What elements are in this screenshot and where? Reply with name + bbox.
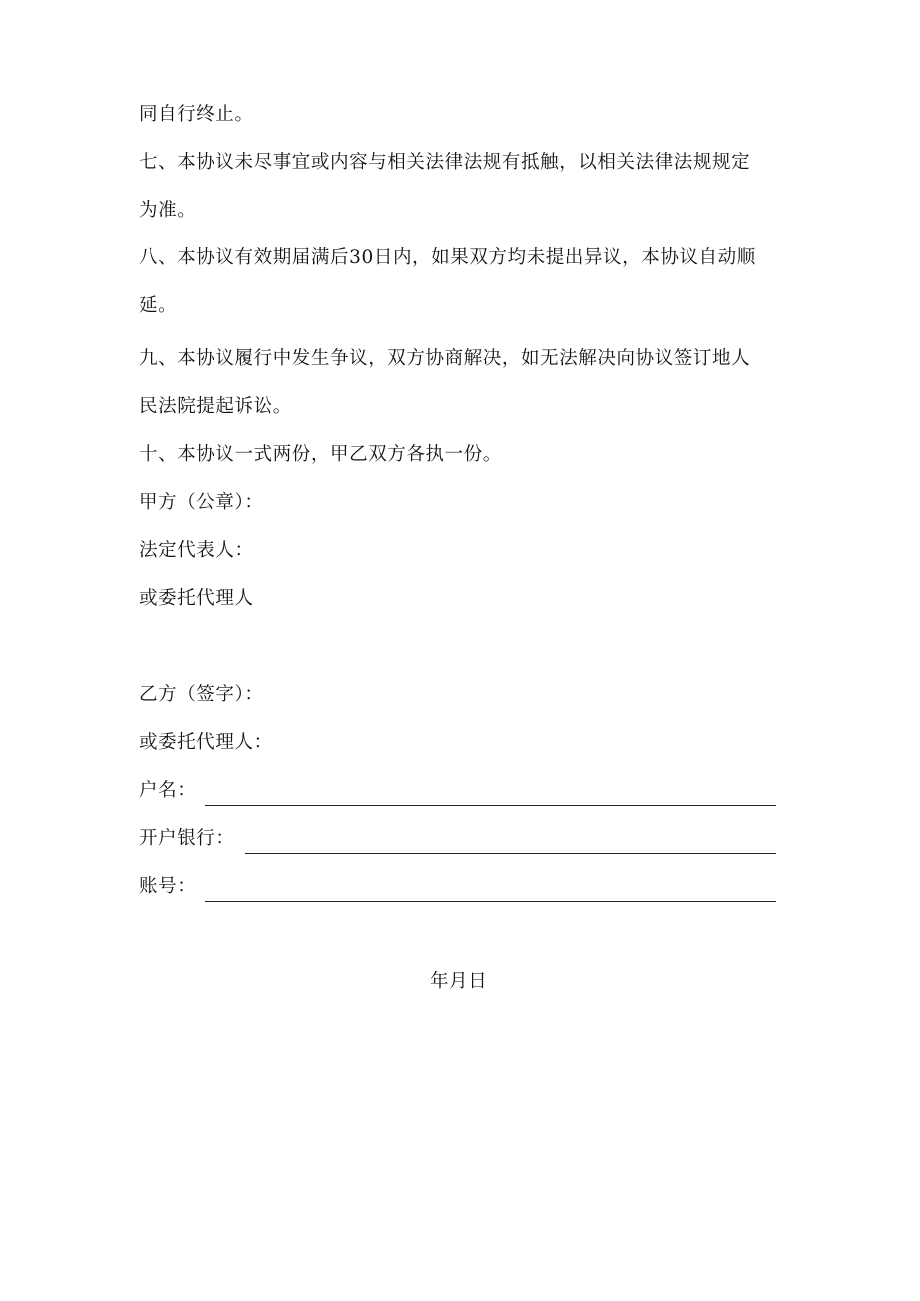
party-a-seal-label: 甲方（公章）： xyxy=(139,492,264,513)
clause-seven-line-2: 为准。 xyxy=(139,200,197,221)
account-number-label: 账号： xyxy=(139,876,197,897)
account-name-label: 户名： xyxy=(139,780,197,801)
bank-name-row xyxy=(139,827,779,851)
date-line: 年月日 xyxy=(430,971,488,992)
clause-nine-line-1: 九、本协议履行中发生争议，双方协商解决，如无法解决向协议签订地人 xyxy=(139,348,751,369)
account-number-blank[interactable] xyxy=(205,901,776,902)
clause-eight-line-1: 八、本协议有效期届满后30日内，如果双方均未提出异议，本协议自动顺 xyxy=(139,247,756,268)
account-number-row xyxy=(139,875,779,899)
party-a-legal-rep-label: 法定代表人： xyxy=(139,540,254,561)
account-name-blank[interactable] xyxy=(205,805,776,806)
account-name-row xyxy=(139,779,779,803)
clause-eight-line-2: 延。 xyxy=(139,295,178,316)
party-b-sign-label: 乙方（签字）： xyxy=(139,684,264,705)
bank-name-label: 开户银行： xyxy=(139,828,235,849)
clause-nine-line-2: 民法院提起诉讼。 xyxy=(139,396,292,417)
clause-ten-line: 十、本协议一式两份，甲乙双方各执一份。 xyxy=(139,444,502,465)
clause-seven-line-1: 七、本协议未尽事宜或内容与相关法律法规有抵触，以相关法律法规规定 xyxy=(139,152,751,173)
party-a-agent-label: 或委托代理人 xyxy=(139,588,254,609)
bank-name-blank[interactable] xyxy=(245,853,776,854)
party-b-agent-label: 或委托代理人： xyxy=(139,732,273,753)
clause-line-1: 同自行终止。 xyxy=(139,104,254,125)
